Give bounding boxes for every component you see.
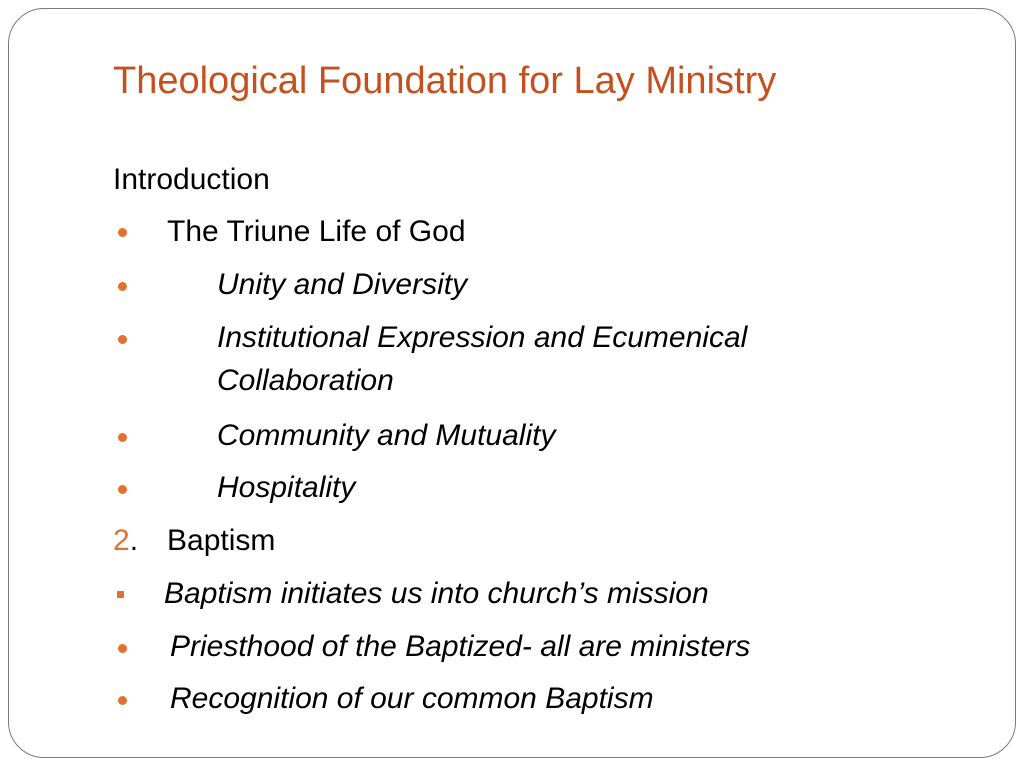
list-item-text: Baptism [167,524,276,557]
slide-title: Theological Foundation for Lay Ministry [113,60,777,102]
list-item-text: Hospitality [217,471,356,504]
list-item-text: Community and Mutuality [217,419,556,452]
list-item-text: The Triune Life of God [167,215,466,248]
bullet-icon [118,485,127,494]
intro-text: Introduction [113,163,270,196]
bullet-icon [118,335,127,344]
bullet-icon [118,644,127,653]
square-bullet-icon [117,591,124,598]
item-number: 2. [113,524,139,557]
list-item-text: Collaboration [217,364,394,397]
bullet-icon [118,433,127,442]
bullet-icon [118,282,127,291]
bullet-icon [118,228,127,237]
list-item-text: Priesthood of the Baptized- all are ministers [170,630,751,663]
list-item-text: Unity and Diversity [217,268,468,301]
list-item-text: Recognition of our common Baptism [170,682,654,715]
bullet-icon [118,696,127,705]
list-item-text: Baptism initiates us into church’s mission [164,577,709,610]
list-item-text: Institutional Expression and Ecumenical [217,321,748,354]
